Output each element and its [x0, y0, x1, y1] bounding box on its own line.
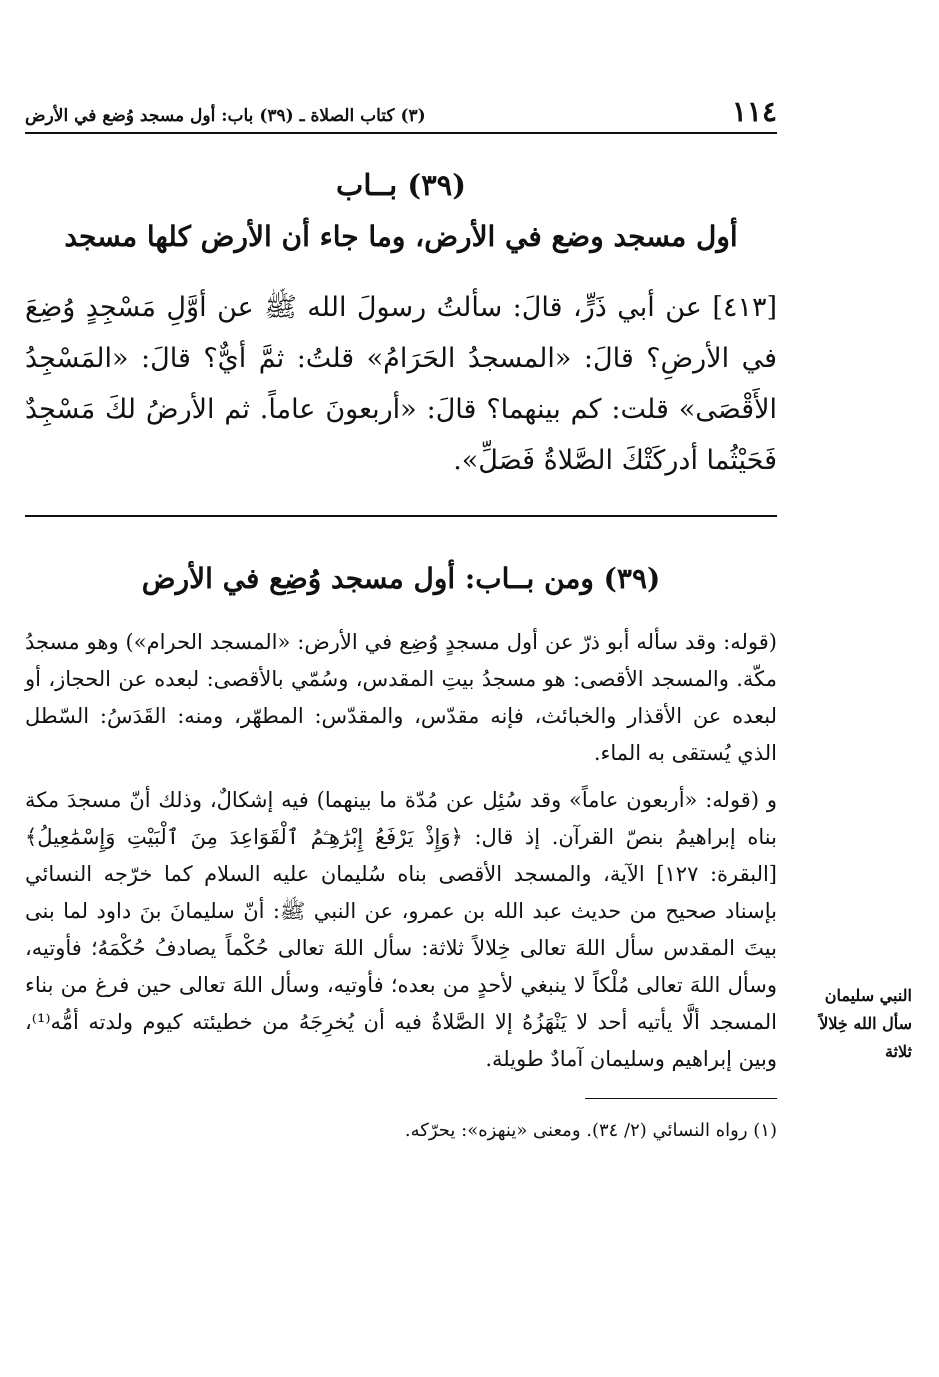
commentary-heading: (٣٩) ومن بــاب: أول مسجد وُضِع في الأرض — [141, 562, 661, 595]
hadith-text: [٤١٣] عن أبي ذَرٍّ، قالَ: سألتُ رسولَ الله ﷺ عن أوَّلِ مَسْجِدٍ وُضِعَ في الأرضِ؟ قالَ: «المسجدُ الحَرَامُ» قلتُ: ثمَّ أيٌّ؟ قالَ: «المَسْجِدُ الأَقْصَى» قلت: كم بينهما؟ قالَ: «أربعونَ عاماً. ثم الأرضُ لكَ مَسْجِدٌ فَحَيْثُما أدركَتْكَ الصَّلاةُ فَصَلِّ». — [25, 292, 777, 476]
commentary-paragraph-2: و (قوله: «أربعون عاماً» وقد سُئِل عن مُدّة ما بينهما) فيه إشكالٌ، وذلك أنّ مسجدَ مكة بناه إبراهيمُ بنصّ القرآن. إذ قال: ﴿وَإِذْ يَرْفَعُ إِبْرَٰهِـۧمُ ٱلْقَوَاعِدَ مِنَ ٱلْبَيْتِ وَإِسْمَٰعِيلُ﴾ [البقرة: ١٢٧] الآية، والمسجد الأقصى بناه سُليمان عليه السلام كما خرّجه النسائي بإسناد صحيح من حديث عبد الله بن عمرو، عن النبي ﷺ: أنّ سليمانَ بنَ داود لما بنى بيتَ المقدس سأل اللهَ تعالى خِلالاً ثلاثة: سأل اللهَ تعالى حُكْماً يصادفُ حُكْمَهُ؛ فأوتيه، وسأل اللهَ تعالى مُلْكاً لا ينبغي لأحدٍ من بعده؛ فأوتيه، وسأل اللهَ تعالى حين فرغ من بناء المسجد ألَّا يأتيه أحد لا يَنْهَزُهُ إلا الصَّلاةُ فيه أن يُخرِجَهُ من خطيئته كيوم ولدته أمُّه⁽¹⁾، وبين إبراهيم وسليمان آمادٌ طويلة. — [25, 788, 777, 1071]
commentary-paragraph-1: (قوله: وقد سأله أبو ذرّ عن أول مسجدٍ وُضِع في الأرض: «المسجد الحرام») وهو مسجدُ مكّة. والمسجد الأقصى: هو مسجدُ بيتِ المقدس، وسُمّي بالأقصى: لبعده عن الحجاز، أو لبعده عن الأقذار والخبائث، فإنه مقدّس، والمقدّس: المطهّر، ومنه: القَدَسُ: السّطل الذي يُستقى به الماء. — [25, 630, 777, 765]
chapter-title: أول مسجد وضع في الأرض، وما جاء أن الأرض كلها مسجد — [64, 220, 738, 253]
footnote: (١) رواه النسائي (٢/ ٣٤). ومعنى «ينهزه»: يحرّكه. — [404, 1120, 777, 1141]
commentary-body — [25, 624, 777, 1088]
running-title: (٣) كتاب الصلاة ـ (٣٩) باب: أول مسجد وُضع في الأرض — [25, 106, 426, 126]
page-number: ١١٤ — [731, 95, 777, 128]
chapter-number: (٣٩) بــاب — [336, 168, 466, 202]
margin-note-line: ثلاثة — [884, 1042, 912, 1061]
margin-note-line: سأل الله خِلالاً — [819, 1014, 912, 1033]
section-divider — [25, 515, 777, 517]
margin-note-line: النبي سليمان — [824, 986, 912, 1005]
footnote-rule — [585, 1098, 777, 1099]
hadith-text-block — [25, 282, 777, 486]
margin-note — [782, 982, 912, 1066]
running-header — [25, 96, 777, 134]
